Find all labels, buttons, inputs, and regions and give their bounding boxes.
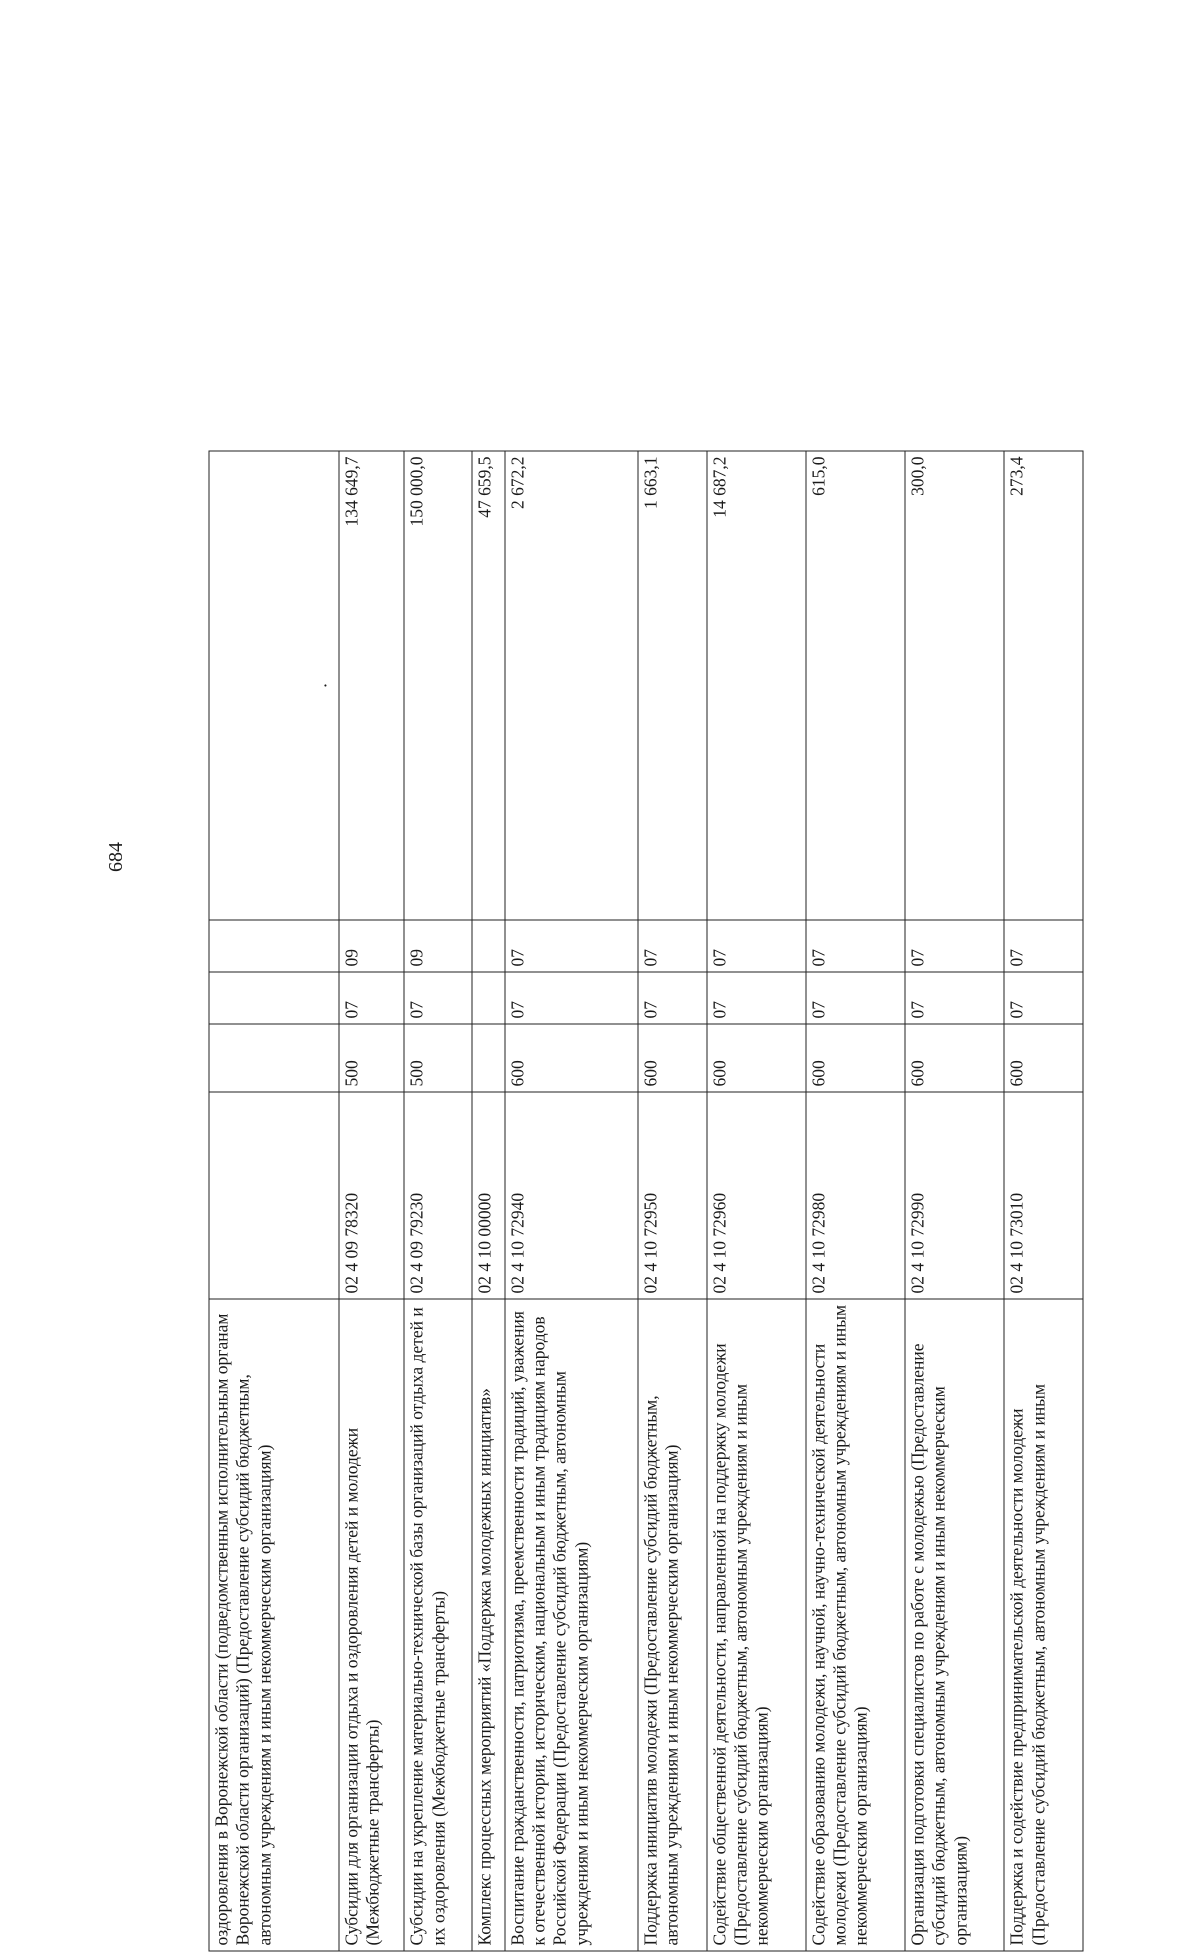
row-vr: 600 xyxy=(505,1024,638,1092)
row-name: Комплекс процессных мероприятий «Поддержка молодежных инициатив» xyxy=(472,1299,505,1951)
row-pr: 09 xyxy=(404,920,472,972)
table-row xyxy=(905,451,1004,1951)
row-rz: 07 xyxy=(905,972,1004,1024)
row-rz: 07 xyxy=(339,972,404,1024)
table-row xyxy=(209,451,339,1951)
row-sum: 615,0 xyxy=(806,451,905,920)
row-name: Субсидии для организации отдыха и оздоровления детей и молодежи (Межбюджетные трансферты) xyxy=(339,1299,404,1951)
table-row xyxy=(806,451,905,1951)
row-name: оздоровления в Воронежской области (подведомственным исполнительным органам Воронежской области организаций) (Предоставление субсидий бюджетным, автономным учреждениям и иным некоммерческим организациям) xyxy=(209,1299,339,1951)
row-name: Субсидии на укрепление материально-технической базы организаций отдыха детей и их оздоровления (Межбюджетные трансферты) xyxy=(404,1299,472,1951)
row-vr xyxy=(209,1024,339,1092)
table-row xyxy=(707,451,806,1951)
row-name: Поддержка и содействие предпринимательской деятельности молодежи (Предоставление субсидий бюджетным, автономным учреждениям и иным xyxy=(1004,1299,1083,1951)
row-rz xyxy=(472,972,505,1024)
row-pr: 07 xyxy=(505,920,638,972)
table-row xyxy=(638,451,707,1951)
table-row xyxy=(404,451,472,1951)
row-vr: 500 xyxy=(404,1024,472,1092)
row-rz: 07 xyxy=(505,972,638,1024)
rotated-table-frame xyxy=(209,452,1084,1952)
row-pr xyxy=(472,920,505,972)
table-row xyxy=(339,451,404,1951)
row-sum: 47 659,5 xyxy=(472,451,505,920)
row-rz: 07 xyxy=(806,972,905,1024)
table-row xyxy=(1004,451,1083,1951)
row-pr: 07 xyxy=(1004,920,1083,972)
row-code: 02 4 10 72980 xyxy=(806,1092,905,1299)
row-code xyxy=(209,1092,339,1299)
row-sum: 1 663,1 xyxy=(638,451,707,920)
row-code: 02 4 10 72990 xyxy=(905,1092,1004,1299)
row-sum: 14 687,2 xyxy=(707,451,806,920)
row-rz: 07 xyxy=(707,972,806,1024)
row-rz: 07 xyxy=(1004,972,1083,1024)
budget-table xyxy=(209,451,1084,1952)
row-code: 02 4 10 72950 xyxy=(638,1092,707,1299)
row-vr: 500 xyxy=(339,1024,404,1092)
row-pr: 09 xyxy=(339,920,404,972)
row-sum: 2 672,2 xyxy=(505,451,638,920)
row-rz: 07 xyxy=(638,972,707,1024)
row-pr xyxy=(209,920,339,972)
row-sum: 273,4 xyxy=(1004,451,1083,920)
row-code: 02 4 10 00000 xyxy=(472,1092,505,1299)
row-sum: · xyxy=(209,451,339,920)
row-code: 02 4 10 72940 xyxy=(505,1092,638,1299)
row-rz xyxy=(209,972,339,1024)
table-row xyxy=(472,451,505,1951)
row-code: 02 4 09 78320 xyxy=(339,1092,404,1299)
row-code: 02 4 10 73010 xyxy=(1004,1092,1083,1299)
table-row xyxy=(505,451,638,1951)
row-name: Организация подготовки специалистов по работе с молодежью (Предоставление субсидий бюджетным, автономным учреждениям и иным некоммерческим организациям) xyxy=(905,1299,1004,1951)
row-pr: 07 xyxy=(638,920,707,972)
row-name: Поддержка инициатив молодежи (Предоставление субсидий бюджетным, автономным учреждениям и иным некоммерческим организациям) xyxy=(638,1299,707,1951)
row-pr: 07 xyxy=(707,920,806,972)
row-name: Содействие общественной деятельности, направленной на поддержку молодежи (Предоставление субсидий бюджетным, автономным учреждениям и иным некоммерческим организациям) xyxy=(707,1299,806,1951)
row-vr: 600 xyxy=(707,1024,806,1092)
row-sum: 300,0 xyxy=(905,451,1004,920)
row-sum: 150 000,0 xyxy=(404,451,472,920)
row-vr: 600 xyxy=(1004,1024,1083,1092)
row-code: 02 4 09 79230 xyxy=(404,1092,472,1299)
row-vr: 600 xyxy=(905,1024,1004,1092)
row-code: 02 4 10 72960 xyxy=(707,1092,806,1299)
row-vr xyxy=(472,1024,505,1092)
row-pr: 07 xyxy=(806,920,905,972)
row-name: Содействие образованию молодежи, научной, научно-технической деятельности молодежи (Предоставление субсидий бюджетным, автономным учреждениям и иным некоммерческим организациям) xyxy=(806,1299,905,1951)
row-vr: 600 xyxy=(806,1024,905,1092)
page-number: 684 xyxy=(105,842,127,872)
row-name: Воспитание гражданственности, патриотизма, преемственности традиций, уважения к отечественной истории, историческим, национальным и иным традициям народов Российской Федерации (Предоставление субсидий бюджетным, автономным учреждениям и иным некоммерческим организациям) xyxy=(505,1299,638,1951)
row-pr: 07 xyxy=(905,920,1004,972)
row-vr: 600 xyxy=(638,1024,707,1092)
row-rz: 07 xyxy=(404,972,472,1024)
row-sum: 134 649,7 xyxy=(339,451,404,920)
